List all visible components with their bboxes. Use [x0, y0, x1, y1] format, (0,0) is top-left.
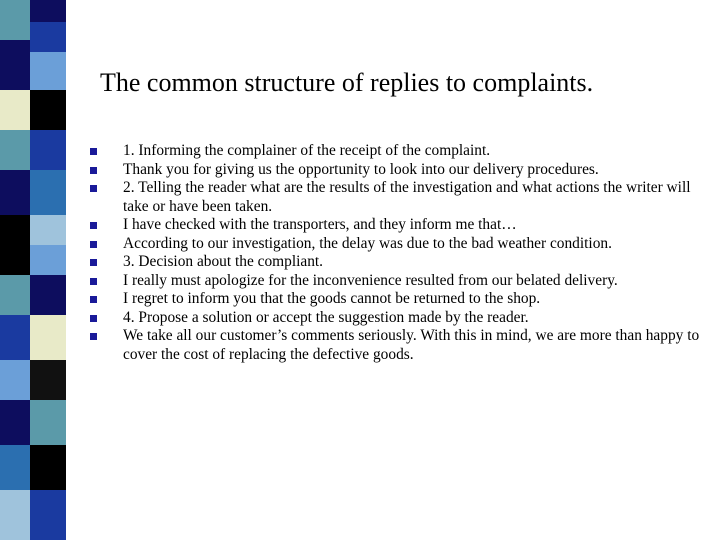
bullet-text: 1. Informing the complainer of the receipt of the complaint.	[123, 142, 491, 159]
bullet-item	[90, 235, 700, 254]
square-bullet-icon	[90, 296, 97, 303]
strip-block	[0, 170, 30, 215]
bullet-text: I have checked with the transporters, and they inform me that…	[123, 216, 517, 233]
square-bullet-icon	[90, 222, 97, 229]
bullet-item	[90, 327, 700, 364]
strip-block	[30, 0, 66, 22]
square-bullet-icon	[90, 259, 97, 266]
bullet-item	[90, 161, 700, 180]
square-bullet-icon	[90, 148, 97, 155]
bullet-text: 4. Propose a solution or accept the suggestion made by the reader.	[123, 308, 529, 326]
strip-block	[0, 90, 30, 130]
square-bullet-icon	[90, 278, 97, 285]
bullet-item	[90, 272, 700, 291]
strip-block	[30, 445, 66, 490]
bullet-item	[90, 142, 700, 161]
strip-block	[30, 215, 66, 245]
bullet-item	[90, 216, 700, 235]
square-bullet-icon	[90, 315, 97, 322]
strip-block	[0, 40, 30, 90]
strip-block	[0, 315, 30, 360]
bullet-text: 3. Decision about the compliant.	[123, 253, 324, 270]
square-bullet-icon	[90, 241, 97, 248]
strip-block	[30, 360, 66, 400]
bullet-item	[90, 309, 700, 328]
strip-block	[0, 275, 30, 315]
bullet-text: I regret to inform you that the goods cannot be returned to the shop.	[123, 290, 541, 307]
bullet-item	[90, 253, 700, 272]
strip-block	[0, 490, 30, 540]
strip-block	[30, 52, 66, 90]
strip-block	[0, 400, 30, 445]
bullet-text: Thank you for giving us the opportunity to look into our delivery procedures.	[123, 160, 599, 178]
bullet-item	[90, 179, 700, 216]
bullet-text: 2. Telling the reader what are the results of the investigation and what actions the writer will take or have been taken.	[123, 179, 691, 215]
slide-title: The common structure of replies to complaints.	[100, 68, 594, 97]
strip-block	[30, 90, 66, 130]
strip-block	[30, 275, 66, 315]
strip-block	[0, 0, 30, 40]
square-bullet-icon	[90, 333, 97, 340]
strip-block	[0, 360, 30, 400]
strip-block	[30, 400, 66, 445]
strip-block	[30, 170, 66, 215]
strip-block	[0, 130, 30, 170]
strip-block	[0, 215, 30, 275]
strip-block	[30, 490, 66, 540]
bullet-text: According to our investigation, the delay was due to the bad weather condition.	[123, 234, 612, 252]
bullet-list	[90, 142, 700, 364]
bullet-text: We take all our customer’s comments seriously. With this in mind, we are more than happy to cover the cost of replacing the defective goods.	[123, 327, 700, 363]
strip-block	[0, 445, 30, 490]
bullet-text: I really must apologize for the inconvenience resulted from our belated delivery.	[123, 271, 618, 289]
strip-block	[30, 22, 66, 52]
square-bullet-icon	[90, 185, 97, 192]
strip-block	[30, 315, 66, 360]
decorative-left-strip	[0, 0, 66, 540]
bullet-item	[90, 290, 700, 309]
square-bullet-icon	[90, 167, 97, 174]
strip-block	[30, 130, 66, 170]
strip-block	[30, 245, 66, 275]
